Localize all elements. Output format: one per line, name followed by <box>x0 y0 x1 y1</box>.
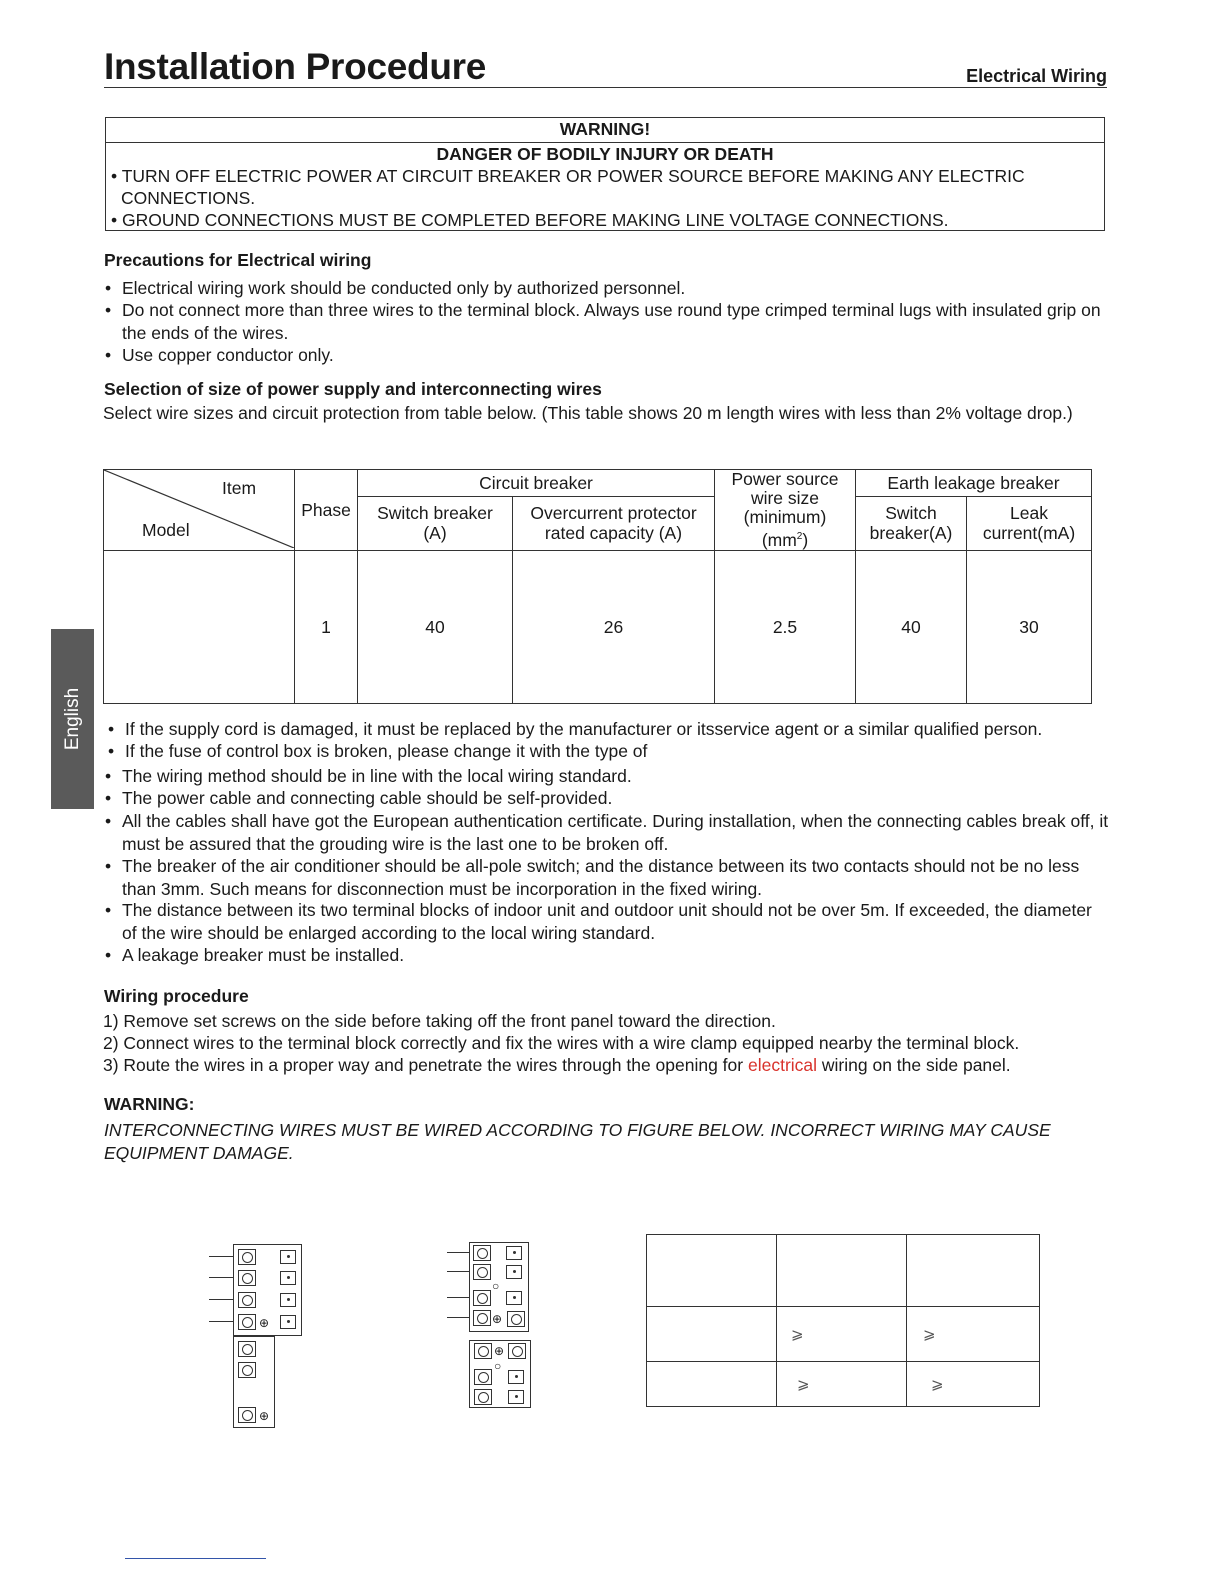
language-tab-label: English <box>61 687 83 751</box>
note-item: • If the fuse of control box is broken, please change it with the type of <box>108 741 648 761</box>
note-item: • A leakage breaker must be installed. <box>105 945 405 965</box>
el-leak-cell: 30 <box>967 550 1092 703</box>
language-tab <box>51 629 94 809</box>
warning-subtitle: DANGER OF BODILY INJURY OR DEATH <box>436 144 774 164</box>
terminal-screw-icon <box>238 1314 256 1330</box>
grid-cell <box>907 1362 1040 1407</box>
terminal-contact-icon <box>506 1265 522 1279</box>
terminal-contact-icon <box>280 1315 296 1329</box>
overcurrent-cell: 26 <box>513 550 715 703</box>
bullet: • <box>108 719 115 739</box>
switch-breaker-cell: 40 <box>358 550 513 703</box>
selection-heading: Selection of size of power supply and interconnecting wires <box>104 379 602 399</box>
ground-icon: ⊕ <box>494 1344 505 1358</box>
power-source-header: Power source wire size (minimum) $(mm^2)$ <box>715 470 856 551</box>
bullet: • <box>105 788 112 808</box>
note-item: • The power cable and connecting cable should be self-provided. <box>105 788 613 808</box>
wire-lead <box>447 1317 469 1318</box>
ground-icon: ⊕ <box>259 1409 270 1423</box>
selection-text: Select wire sizes and circuit protection from table below. (This table shows 20 m length wires with less than 2% voltage drop.) <box>103 403 1073 423</box>
bullet: • <box>105 278 112 298</box>
terminal-screw-icon <box>474 1369 492 1385</box>
note-item: • If the supply cord is damaged, it must be replaced by the manufacturer or itsservice agent or a similar qualified person. <box>108 719 1043 739</box>
circuit-breaker-header: Circuit breaker <box>358 470 715 497</box>
earth-leakage-header: Earth leakage breaker <box>856 470 1092 497</box>
note-item: • The distance between its two terminal blocks of indoor unit and outdoor unit should not be over 5m. If exceeded, the diameter of the wire should be enlarged according to the local wiring standard. <box>105 900 1092 943</box>
terminal-screw-icon <box>238 1407 256 1423</box>
el-leak-header: Leak current(mA) <box>967 496 1092 550</box>
grid-cell <box>647 1235 777 1307</box>
model-cell <box>104 550 295 703</box>
terminal-screw-icon <box>238 1292 256 1308</box>
warning-text: INTERCONNECTING WIRES MUST BE WIRED ACCORDING TO FIGURE BELOW. INCORRECT WIRING MAY CAUSE EQUIPMENT DAMAGE. <box>104 1120 1051 1163</box>
note-item: • The breaker of the air conditioner should be all-pole switch; and the distance between its two contacts should not be no less than 3mm. Such means for disconnection must be incorporation in the fixed wiring. <box>105 856 1080 899</box>
terminal-contact-icon <box>280 1293 296 1307</box>
grid-cell <box>907 1235 1040 1307</box>
wire-spec-table <box>103 469 1092 704</box>
precaution-item: • Do not connect more than three wires to the terminal block. Always use round type crimped terminal lugs with insulated grip on the ends of the wires. <box>105 300 1101 343</box>
grid-cell <box>907 1307 1040 1362</box>
section-label: Electrical Wiring <box>966 66 1107 86</box>
bullet: • <box>105 766 112 786</box>
corner-model-label: Model <box>142 520 190 540</box>
corner-cell <box>104 470 295 551</box>
phase-header: Phase <box>295 470 358 551</box>
wiring-step-3: 3) Route the wires in a proper way and penetrate the wires through the opening for electrical wiring on the side panel. <box>103 1055 1011 1075</box>
gte-symbol: ⩾ <box>797 1376 810 1393</box>
corner-diagonal <box>104 470 294 548</box>
wire-lead <box>447 1252 469 1253</box>
terminal-screw-icon <box>473 1245 491 1261</box>
bullet: • <box>105 945 112 965</box>
terminal-screw-icon <box>238 1341 256 1357</box>
wire-lead <box>209 1321 233 1322</box>
terminal-screw-icon <box>473 1310 491 1326</box>
bullet: • <box>111 166 122 186</box>
bullet: • <box>105 900 112 920</box>
terminal-contact-icon <box>508 1390 524 1404</box>
warning-box <box>105 117 1105 231</box>
bullet: • <box>108 741 115 761</box>
terminal-screw-icon <box>238 1362 256 1378</box>
bullet: • <box>105 811 112 831</box>
terminal-screw-icon <box>474 1343 492 1359</box>
note-item: • All the cables shall have got the European authentication certificate. During installation, when the connecting cables break off, it must be assured that the grouding wire is the last one to be broken off. <box>105 811 1109 854</box>
terminal-screw-icon <box>473 1264 491 1280</box>
grid-cell <box>777 1307 907 1362</box>
ground-icon: ⊕ <box>259 1316 270 1330</box>
corner-item-label: Item <box>222 478 257 498</box>
overcurrent-header: Overcurrent protector rated capacity (A) <box>513 496 715 550</box>
wire-lead <box>209 1299 233 1300</box>
bullet: • <box>111 210 122 230</box>
highlighted-word: electrical <box>747 1055 818 1075</box>
terminal-screw-icon <box>474 1389 492 1405</box>
gte-symbol: ⩾ <box>931 1376 944 1393</box>
wire-lead <box>209 1256 233 1257</box>
el-switch-cell: 40 <box>856 550 967 703</box>
screw-hole-icon: ○ <box>492 1279 500 1293</box>
grid-cell <box>777 1362 907 1407</box>
grid-cell <box>647 1362 777 1407</box>
terminal-screw-icon <box>238 1270 256 1286</box>
terminal-contact-icon <box>508 1370 524 1384</box>
warning-title: WARNING! <box>559 119 651 139</box>
wire-length-table <box>646 1234 1040 1407</box>
wire-size-cell: 2.5 <box>715 550 856 703</box>
terminal-contact-icon <box>506 1246 522 1260</box>
phase-cell: 1 <box>295 550 358 703</box>
title-divider <box>104 87 1107 88</box>
footer-rule <box>125 1558 266 1559</box>
wiring-step-2: 2) Connect wires to the terminal block correctly and fix the wires with a wire clamp equipped nearby the terminal block. <box>103 1033 1020 1053</box>
warning-heading: WARNING: <box>104 1094 195 1114</box>
terminal-screw-icon <box>508 1343 526 1359</box>
wiring-step-1: 1) Remove set screws on the side before taking off the front panel toward the direction. <box>103 1011 776 1031</box>
terminal-screw-icon <box>507 1311 525 1327</box>
wiring-procedure-heading: Wiring procedure <box>104 986 249 1006</box>
warning-divider <box>106 142 1104 143</box>
wire-lead <box>447 1297 469 1298</box>
wire-lead <box>209 1277 233 1278</box>
grid-cell <box>647 1307 777 1362</box>
bullet: • <box>105 856 112 876</box>
gte-symbol: ⩾ <box>791 1326 804 1343</box>
table-row <box>104 550 1092 703</box>
precaution-item: • Electrical wiring work should be conducted only by authorized personnel. <box>105 278 686 298</box>
el-switch-header: Switch breaker(A) <box>856 496 967 550</box>
precautions-heading: Precautions for Electrical wiring <box>104 250 372 270</box>
terminal-screw-icon <box>473 1290 491 1306</box>
note-item: • The wiring method should be in line with the local wiring standard. <box>105 766 632 786</box>
bullet: • <box>105 345 112 365</box>
grid-cell <box>777 1235 907 1307</box>
terminal-contact-icon <box>280 1250 296 1264</box>
warning-item: • GROUND CONNECTIONS MUST BE COMPLETED BEFORE MAKING LINE VOLTAGE CONNECTIONS. <box>111 210 949 230</box>
bullet: • <box>105 300 112 320</box>
terminal-contact-icon <box>506 1291 522 1305</box>
warning-item: • TURN OFF ELECTRIC POWER AT CIRCUIT BREAKER OR POWER SOURCE BEFORE MAKING ANY ELECTRIC CONNECTIONS. <box>111 166 1025 208</box>
terminal-screw-icon <box>238 1249 256 1265</box>
gte-symbol: ⩾ <box>923 1326 936 1343</box>
wire-lead <box>447 1271 469 1272</box>
page-title: Installation Procedure <box>104 46 486 87</box>
precaution-item: • Use copper conductor only. <box>105 345 334 365</box>
terminal-contact-icon <box>280 1271 296 1285</box>
ground-icon: ⊕ <box>492 1312 503 1326</box>
switch-breaker-header: Switch breaker (A) <box>358 496 513 550</box>
screw-hole-icon: ○ <box>494 1359 502 1373</box>
